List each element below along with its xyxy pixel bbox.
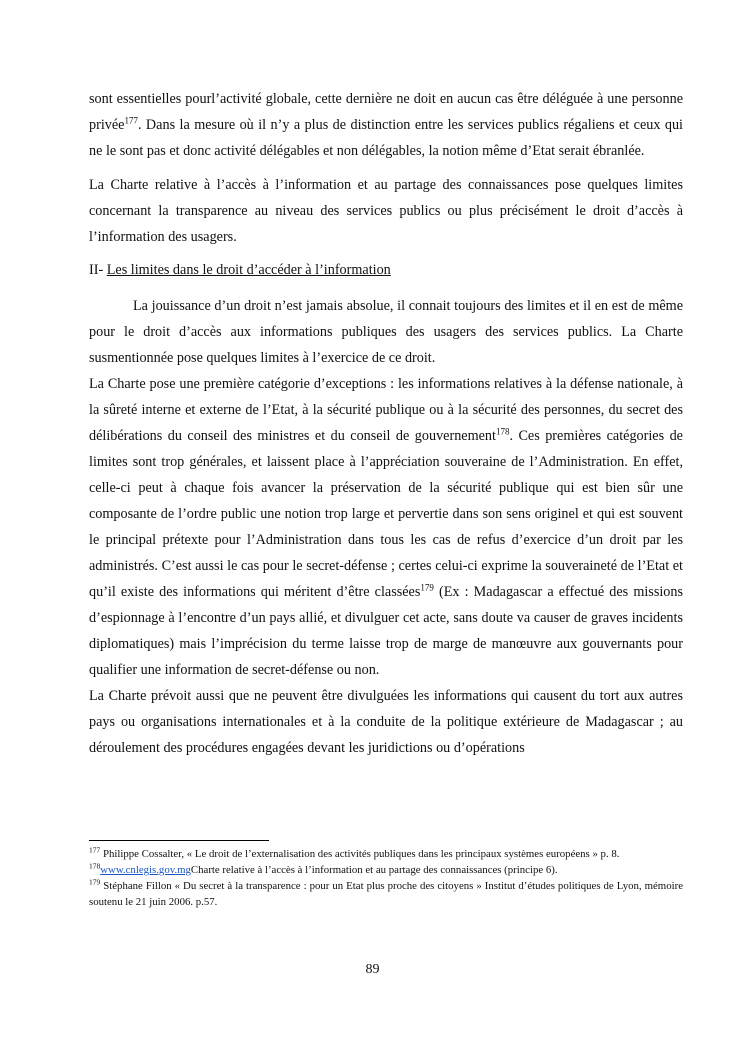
footnote-ref-177[interactable]: 177 [124,115,138,126]
paragraph-3: La jouissance d’un droit n’est jamais absolue, il connait toujours des limites et il en est de même pour le droit d’accès aux informations publiques des usagers des services publics. La Charte susmentionnée pose quelques limites à l’exercice de ce droit. [89,298,683,366]
body-text [89,86,683,761]
footnote-separator [89,840,269,841]
page-number: 89 [365,962,380,977]
paragraph-2: La Charte relative à l’accès à l’information et au partage des connaissances pose quelques limites concernant la transparence au niveau des services publics ou plus précisément le droit d’accès à l’information des usagers. [89,177,683,245]
cnlegis-link[interactable]: www.cnlegis.gov.mg [100,864,191,876]
footnotes [89,846,683,910]
footnote-ref-178[interactable]: 178 [495,426,510,437]
paragraph-4: La Charte pose une première catégorie d’exceptions : les informations relatives à la défense nationale, à la sûreté interne et externe de l’Etat, à la sécurité publique ou à la sécurité des personnes, du secret des délibérations du conseil des ministres et du conseil de gouvernement$^{178}$. Ces premières catégories de limites sont trop générales, et laissent place à l’appréciation souveraine de l’Administration. En effet, celle-ci peut à chaque fois avancer la préservation de la sécurité publique qui est bien sûr une composante de l’ordre public une notion trop large et pervertie dans son sens originel et qui est souvent le principal prétexte pour l’Administration dans tous les cas de refus d’exercice d’un droit par les administrés. C’est aussi le cas pour le secret-défense ; certes celui-ci exprime la souveraineté de l’Etat et qu’il existe des informations qui méritent d’être classées$^{179}$ (Ex : Madagascar a effectué des missions d’espionnage à l’encontre d’un pays allié, et divulguer cet acte, sans doute va causer de graves incidents diplomatiques) mais l’imprécision du terme laisse trop de marge de manœuvre aux gouvernants pour qualifier une information de secret-défense ou non. [89,376,683,678]
paragraph-1: sont essentielles pourl’activité globale, cette dernière ne doit en aucun cas être déléguée à une personne privée$^{177}$. Dans la mesure où il n’y a plus de distinction entre les services publics régaliens et ceux qui ne le sont pas et donc activité délégables et non délégables, la notion même d’Etat serait ébranlée. [89,91,683,159]
footnote-179: $^{179}$ Stéphane Fillon « Du secret à la transparence : pour un Etat plus proche des citoyens » Institut d’études politiques de Lyon, mémoire soutenu le 21 juin 2006. p.57. [89,877,683,908]
footnote-ref-179[interactable]: 179 [420,582,434,593]
paragraph-5: La Charte prévoit aussi que ne peuvent être divulguées les informations qui causent du tort aux autres pays ou organisations internationales et à la conduite de la politique extérieure de Madagascar ; au déroulement des procédures engagées devant les juridictions ou d’opérations [89,688,683,756]
footnote-178: $^{178}$www.cnlegis.gov.mgCharte relative à l’accès à l’information et au partage des connaissances (principe 6). [89,861,558,876]
section-heading: II- Les limites dans le droit d’accéder à l’information [89,262,391,278]
footnote-177: $^{177}$ Philippe Cossalter, « Le droit de l’externalisation des activités publiques dans les principaux systèmes européens » p. 8. [89,845,620,860]
